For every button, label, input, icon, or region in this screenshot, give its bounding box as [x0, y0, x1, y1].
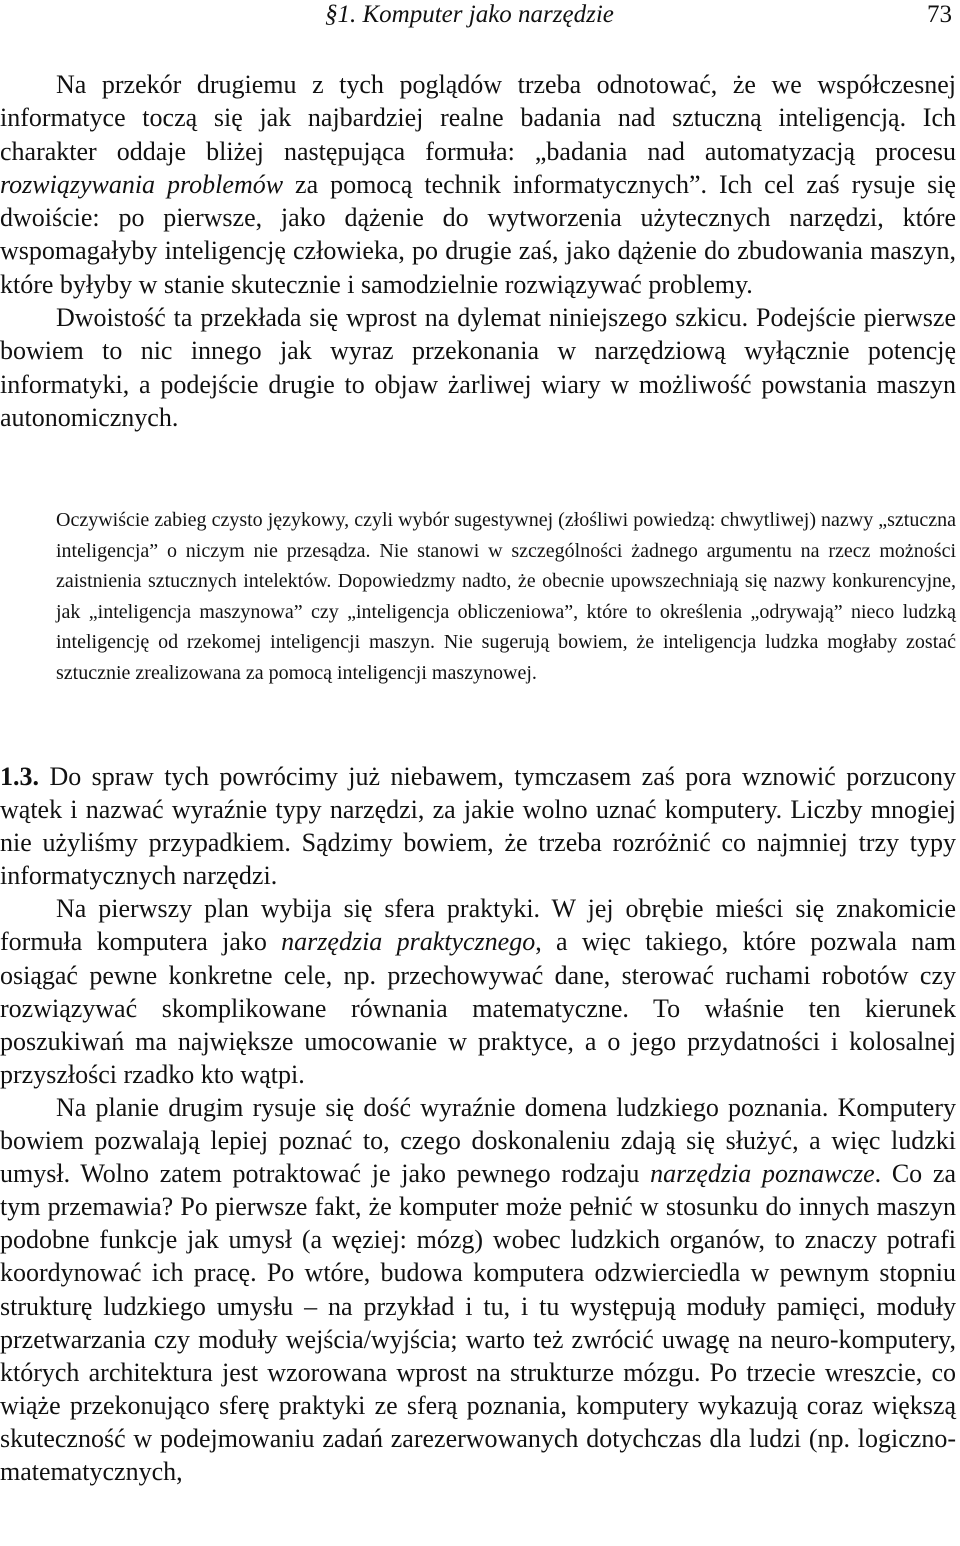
- paragraph-cognitive-tool: [0, 1091, 956, 1488]
- running-header-section-title: §1. Komputer jako narzędzie: [325, 1, 614, 28]
- paragraph-duality: [0, 301, 956, 434]
- emphasis-text: narzędzia praktycznego: [281, 927, 536, 957]
- paragraph-practical-tool: [0, 892, 956, 1091]
- paragraph-text: . Co za tym przemawia? Po pierwsze fakt, że komputer może pełnić w stosunku do innych maszyn podobne funkcje jak umysł (a węziej: mózg) wobec ludzkich organów, to znaczy potrafi koordynować ich pracę. Po wtóre, budowa komputera odzwierciedla w pewnym stopniu strukturę ludzkiego umysłu – na przykład i tu, i tu występują moduły pamięci, moduły przetwarzania czy moduły wejścia/wyjścia; warto też zwrócić uwagę na neuro-komputery, których architektura jest wzorowana wprost na strukturze mózgu. Po trzecie wreszcie, co wiąże przekonująco sferę praktyki ze sferą poznania, komputery wykazują coraz większą skuteczność w podejmowaniu zadań zarezerwowanych dotychczas dla ludzi (np. logiczno-matematycznych,: [0, 1159, 957, 1486]
- paragraph-text: Dwoistość ta przekłada się wprost na dylemat niniejszego szkicu. Podejście pierwsze bowiem to nic innego jak wyraz przekonania w narzędziową wyłącznie potencję informatyki, a podejście drugie to objaw żarliwej wiary w możliwość powstania maszyn autonomicznych.: [0, 303, 956, 432]
- section-1-3: [0, 760, 956, 1488]
- paragraph-text: Do spraw tych powrócimy już niebawem, tymczasem zaś pora wznowić porzucony wątek i nazwać wyraźnie typy narzędzi, za jakie wolno uznać komputery. Liczby mnogiej nie użyliśmy przypadkiem. Sądzimy bowiem, że trzeba rozróżnić co najmniej trzy typy informatycznych narzędzi.: [0, 762, 956, 891]
- paragraph-section-intro: [0, 760, 956, 892]
- emphasis-text: narzędzia poznawcze: [650, 1159, 875, 1189]
- paragraph-text: Na planie drugim rysuje się dość wyraźnie domena ludzkiego poznania. Komputery bowiem pozwalają lepiej poznać to, czego doskonaleniu zdają się służyć, a więc ludzki umysł. Wolno zatem potraktować je jako pewnego rodzaju: [0, 1092, 956, 1189]
- paragraph-text: Na pierwszy plan wybija się sfera praktyki. W jej obrębie mieści się znakomicie formuła komputera jako: [0, 894, 956, 957]
- page-number: 73: [927, 1, 952, 28]
- note-text: Oczywiście zabieg czysto językowy, czyli wybór sugestywnej (złośliwi powiedzą: chwytliwej) nazwy „sztuczna inteligencja” o niczym nie przesądza. Nie stanowi w szczególności żadnego argumentu na rzecz możności zaistnienia sztucznych intelektów. Dopowiedzmy nadto, że obecnie upowszechniają się nazwy konkurencyjne, jak „inteligencja maszynowa” czy „inteligencja obliczeniowa”, które to określenia „odrywają” nieco ludzką inteligencję od rzekomej inteligencji maszyn. Nie sugerują bowiem, że inteligencja ludzka mogłaby zostać sztucznie zrealizowana za pomocą inteligencji maszynowej.: [56, 509, 956, 684]
- paragraph-text: za pomocą technik informatycznych”. Ich cel zaś rysuje się dwoiście: po pierwsze, jako dążenie do wytworzenia użytecznych narzędzi, które wspomagałyby inteligencję człowieka, po drugie zaś, jako dążenie do zbudowania maszyn, które byłyby w stanie skutecznie i samodzielnie rozwiązywać problemy.: [0, 169, 956, 299]
- running-header: [0, 0, 960, 40]
- emphasis-text: rozwiązywania problemów: [0, 169, 284, 199]
- note-paragraph: [56, 505, 956, 689]
- paragraph-ai-research: [0, 68, 956, 301]
- paragraph-text: , a więc takiego, które pozwala nam osiągać pewne konkretne cele, np. przechowywać dane, sterować ruchami robotów czy rozwiązywać skomplikowane równania matematyczne. To właśnie ten kierunek poszukiwań ma największe umocowanie w praktyce, a o jego przydatności i kolosalnej przyszłości rzadko kto wątpi.: [0, 927, 956, 1089]
- section-number: 1.3.: [0, 762, 39, 791]
- footnote-block: [56, 505, 956, 689]
- paragraph-text: Na przekór drugiemu z tych poglądów trzeba odnotować, że we współczesnej informatyce toczą się jak najbardziej realne badania nad sztuczną inteligencją. Ich charakter oddaje bliżej następująca formuła: „badania nad automatyzacją procesu: [0, 70, 956, 166]
- main-text: [0, 68, 956, 434]
